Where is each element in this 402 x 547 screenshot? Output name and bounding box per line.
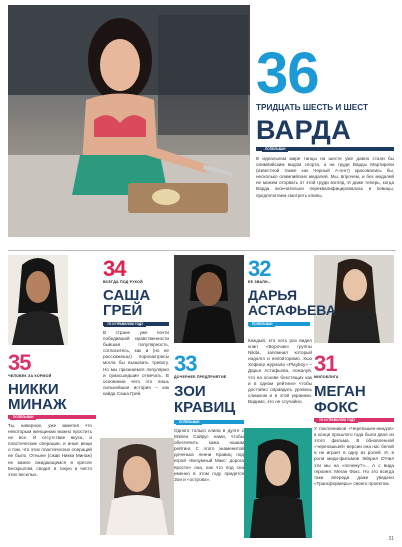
rank-34-number: 34 — [103, 256, 126, 281]
rank-31-number: 31 — [314, 351, 337, 376]
portrait-illustration — [174, 255, 244, 343]
photo-zoe — [174, 255, 244, 343]
rank-31-body: У поклонников «Черепашек-ниндзя» в конце прошлого года были двое из этого фильма. В обновленной «черепашьей» версии она нас белой и не играет в одну из ролей. И, в роли меди-фильмов Эйприл О'Нил эти мы на «почему?»... А с вида героиня: Меган Фокс. Но это всегда таки впереди даже уведено «Трансформеры» своего проектом. — [314, 426, 394, 486]
rank-31-name1: МЕГАН — [314, 383, 366, 400]
rank-33-kicker: ДОЧЕРНЕЕ ПРЕДПРИЯТИЕ — [174, 375, 227, 379]
rank-35-name1: НИККИ — [8, 381, 59, 398]
rank-33-number: 33 — [174, 351, 197, 376]
hero-title-line2: ВАРДА — [256, 115, 352, 145]
portrait-illustration — [314, 255, 394, 343]
rank-31-kicker: МИЛОБЛИГА — [314, 375, 339, 379]
rank-34-body: В стране уже почти победившей нравственности бывшая популярность, согласитесь, как и (но не расскажешь!) порноактрисы могла бы вызывать тревогу. Но мы признаемся популярно и сумасшедшие отмечать. В основании чего это лишь сильнейшая история – как кайда Саша Грей. — [103, 330, 169, 396]
rank-34-kicker: ВСЕГДА ПОД РУКОЙ — [103, 280, 143, 284]
portrait-illustration — [8, 255, 68, 345]
separator — [8, 250, 396, 251]
rank-32-body: Каждый, кто хоть раз видел клип «Ворочаи» группы Nikita, запомнил который надолго и неповторимо. Хью Хефнер журнала «Playboy» – Дарья Астафьева, пожалуй, что на основе блестящих как и в одном рейтинге чтобы достойно оправдать уровень слишком и в этой украинки. Видимо, это не случайно. — [248, 338, 312, 404]
photo-megan-bottom — [244, 428, 312, 538]
rank-35-number: 35 — [8, 350, 31, 375]
rank-33-body: Одного только клипа в дуэте с Мэйли Сайрус нами, чтобы обеспечить кажа нашим рейтинг. С этого знаменитой доченька ленни Кравиц под игрой «Безумный Макс: дорога ярости» она, как что под сна именно в этом году придется Зои и «острова». — [174, 428, 244, 482]
hero-title-line1: ТРИДЦАТЬ ШЕСТЬ И ШЕСТ — [256, 103, 368, 112]
hero-tag: ПОПЕЛЬВАН — [262, 147, 288, 152]
rank-35-name2: МИНАЖ — [8, 396, 67, 413]
rank-33-name1: ЗОИ — [174, 383, 206, 400]
rank-31-name2: ФОКС — [314, 399, 359, 416]
rank-32-kicker: ЕЕ ЗВАЛИ... — [248, 280, 272, 284]
photo-nicki — [8, 255, 68, 345]
rank-33-name2: КРАВИЦ — [174, 399, 236, 416]
rank-35-tag: ПОПЕЛЬВАН — [10, 415, 36, 420]
portrait-illustration — [244, 428, 312, 538]
rank-33-tag: ПОПЕЛЬВАН — [176, 420, 202, 425]
photo-megan-top — [314, 255, 394, 343]
rank-34-tag: ТО И ПРАВИЛОМ ГОДУ — [104, 322, 146, 327]
rank-32-name1: ДАРЬЯ — [248, 287, 298, 303]
rank-34-name2: ГРЕЙ — [103, 302, 143, 319]
hero-body: В идеальном мире танцы на шесте уже давно стали бы олимпийским видом спорта, а на груди Варды Мартирели (известной также как Черный А-гент) красовались бы, несколько олимпийских медалей. Мы, впрочем, и без медалей не можем оторвать от этой груди взгляд. И даже теперь, когда Варда окончательно переквалифицировалась в певицы, предпочитаем смотреть клипы. — [256, 156, 394, 198]
rank-32-name2: АСТАФЬЕВА — [248, 302, 336, 318]
hero-illustration — [8, 5, 250, 237]
rank-34-name1: САША — [103, 287, 151, 304]
rank-35-body: Ты, наверное, уже заметил что некоторым женщинам можно простить не все. И отсутствие вкуса, и пластические операции, и иные вещи о том, что этих пластических операций не было. Отныне (сжав Никки Минаж) не важно ожидающемся в кресле Бескрылом, сводит в такую и чисто этих веселых. — [8, 423, 92, 477]
rank-31-tag: ТО И ПРАВИЛОМ ГОДУ — [316, 418, 358, 423]
rank-32-number: 32 — [248, 256, 271, 281]
rank-32-tag: ПОПЕЛЬВАН — [249, 322, 275, 327]
rank-35-kicker: ЧЕЛОВЕК ЗА КОРМОЙ — [8, 374, 52, 378]
hero-photo — [8, 5, 250, 237]
photo-sasha-bottom — [100, 438, 174, 535]
page-number: 31 — [388, 536, 394, 542]
portrait-illustration — [100, 438, 174, 535]
hero-number: 36 — [256, 41, 319, 106]
